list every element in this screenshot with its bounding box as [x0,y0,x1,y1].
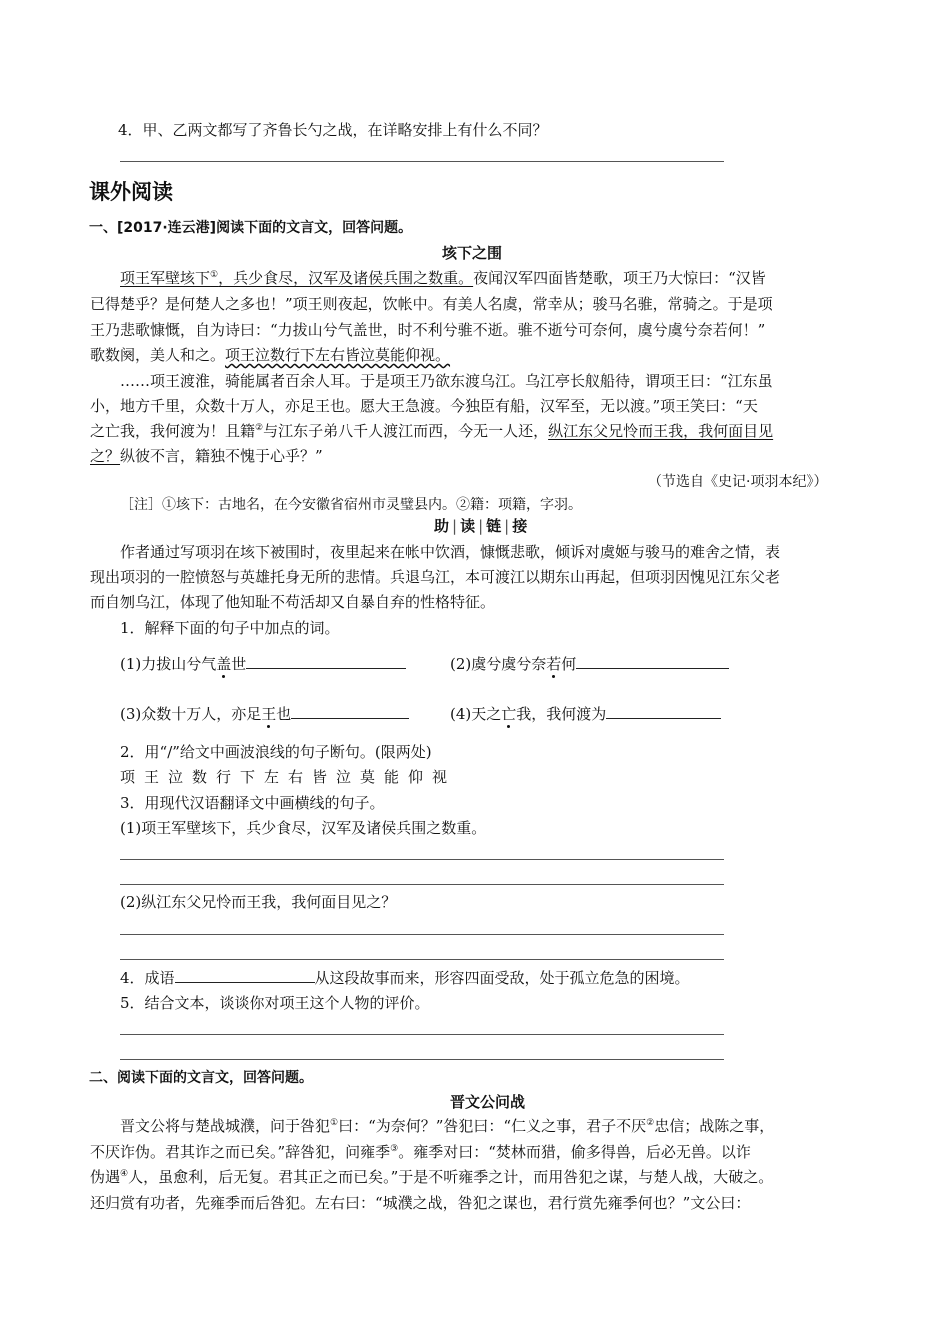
part2-heading: 二、阅读下面的文言文，回答问题。 [89,1070,313,1086]
q1-item-1: (1)力拔山兮气盖世 [120,654,406,674]
question-4: 4．成语 从这段故事而来，形容四面受敌，处于孤立危急的困境。 [120,969,690,987]
passage1-line: 小，地方千里，众数十万人，亦足王也。愿大王急渡。今独臣有船，汉军至，无以渡。”项王笑曰：“天 [90,397,758,415]
question-2: 2．用“/”给文中画波浪线的句子断句。(限两处) [120,743,432,761]
answer-blank[interactable] [291,704,409,719]
passage1-line: 歌数阕，美人和之。项王泣数行下左右皆泣莫能仰视。 [90,346,451,364]
section-title: 课外阅读 [89,180,173,204]
q1-item-2: (2)虞兮虞兮奈若何 [450,654,729,674]
answer-line[interactable] [120,959,724,960]
answer-blank[interactable] [175,968,315,983]
passage1-line: 已得楚乎？是何楚人之多也！”项王则夜起，饮帐中。有美人名虞，常幸从；骏马名骓，常骑之。于是项 [90,295,773,313]
question-3: 3．用现代汉语翻译文中画横线的句子。 [120,794,385,812]
q3-item-1: (1)项王军壁垓下，兵少食尽，汉军及诸侯兵围之数重。 [120,819,487,837]
translate-sentence-2: 纵江东父兄怜而王我，我何面目见 [548,422,774,440]
answer-line[interactable] [120,884,724,885]
source: （节选自《史记·项羽本纪》） [648,474,828,490]
passage2-line: 伪遇④人，虽愈利，后无复。君其正之而已矣。”于是不听雍季之计，而用咎犯之谋，与楚人战，大破之。 [90,1168,774,1186]
guide-text: 现出项羽的一腔愤怒与英雄托身无所的悲情。兵退乌江，本可渡江以期东山再起，但项羽因愧见江东父老 [90,568,781,586]
answer-line[interactable] [120,1034,724,1035]
q1-item-4: (4)天之亡我，我何渡为 [450,704,721,724]
passage1-line: 王乃悲歌慷慨，自为诗曰：“力拔山兮气盖世，时不利兮骓不逝。骓不逝兮可奈何，虞兮虞兮奈若何！” [90,321,766,339]
answer-blank[interactable] [246,654,406,669]
passage1-line: 之？纵彼不言，籍独不愧于心乎？” [90,447,323,465]
footnote: ［注］①垓下：古地名，在今安徽省宿州市灵璧县内。②籍：项籍，字羽。 [120,497,582,513]
question-5: 5．结合文本，谈谈你对项王这个人物的评价。 [120,994,430,1012]
passage2-line: 不厌诈伪。君其诈之而已矣。”辞咎犯，问雍季③。雍季对曰：“焚林而猎，偷多得兽，后必无兽。以诈 [90,1143,751,1161]
wavy-sentence: 项王泣数行下左右皆泣莫能仰视。 [225,346,451,364]
passage2-line: 还归赏有功者，先雍季而后咎犯。左右曰：“城濮之战，咎犯之谋也，君行赏先雍季何也？”文公曰： [90,1194,751,1212]
passage1-line: 项王军壁垓下①，兵少食尽，汉军及诸侯兵围之数重。夜闻汉军四面皆楚歌，项王乃大惊曰：“汉皆 [120,269,766,287]
answer-line[interactable] [120,1059,724,1060]
translate-sentence-1: 项王军壁垓下①，兵少食尽，汉军及诸侯兵围之数重。 [120,269,474,287]
passage2-line: 晋文公将与楚战城濮，问于咎犯①曰：“为奈何？”咎犯曰：“仁义之事，君子不厌②忠信；战陈之事， [120,1117,775,1135]
passage2-title: 晋文公问战 [450,1093,526,1111]
passage1-line: ……项王渡淮，骑能属者百余人耳。于是项王乃欲东渡乌江。乌江亭长舣船待，谓项王曰：“江东虽 [120,372,773,390]
answer-blank[interactable] [606,704,721,719]
guide-text: 而自刎乌江，体现了他知耻不苟活却又自暴自弃的性格特征。 [90,593,496,611]
part1-heading: 一、[2017·连云港]阅读下面的文言文，回答问题。 [89,220,413,236]
passage-title: 垓下之围 [442,244,503,262]
answer-line[interactable] [120,859,724,860]
guide-text: 作者通过写项羽在垓下被围时，夜里起来在帐中饮酒，慷慨悲歌，倾诉对虞姬与骏马的难舍之情，表 [120,543,781,561]
passage1-line: 之亡我，我何渡为！且籍②与江东子弟八千人渡江而西，今无一人还，纵江东父兄怜而王我，我何面目见 [90,422,774,440]
q3-item-2: (2)纵江东父兄怜而王我，我何面目见之？ [120,893,397,911]
answer-line [120,161,724,162]
answer-line[interactable] [120,934,724,935]
answer-blank[interactable] [576,654,729,669]
q2-sentence: 项王泣数行下左右皆泣莫能仰视 [120,768,457,786]
q1-item-3: (3)众数十万人，亦足王也 [120,704,409,724]
guide-title: 助 | 读 | 链 | 接 [434,517,528,535]
question-1: 1．解释下面的句子中加点的词。 [120,619,340,637]
question-4-prev: 4．甲、乙两文都写了齐鲁长勺之战，在详略安排上有什么不同？ [118,121,548,139]
